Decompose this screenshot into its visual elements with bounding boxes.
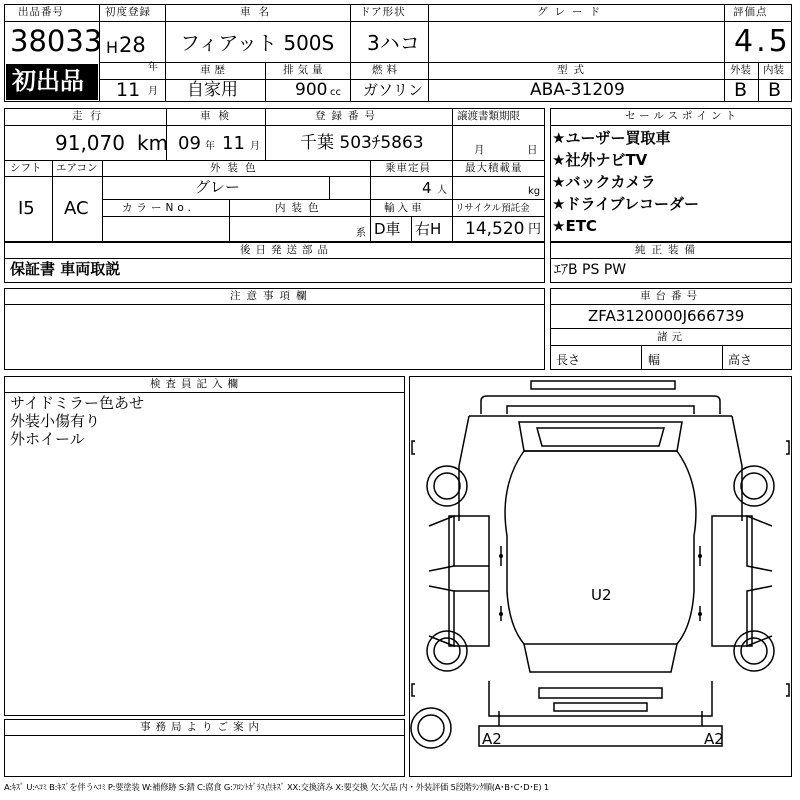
detail-block [4,108,545,242]
door-type: 3ハコ [367,31,420,55]
reg-era: H [106,38,119,57]
import-d: D車 [374,220,401,238]
damage-mark-front-right: A2 [704,730,724,748]
dims-length: 長さ [556,353,581,367]
ac-label: エアコン [56,162,98,174]
disp-label: 排気量 [283,64,327,76]
recycle-value: 14,520 [465,219,525,239]
transfer-label: 譲渡書類期限 [457,110,520,122]
sales-point-item: ★ETC [552,217,597,235]
inspector-label: 検査員記入欄 [150,378,243,390]
dims-width: 幅 [648,353,661,367]
genuine-label: 純正装備 [635,244,701,256]
inspection-month-unit: 月 [250,141,260,152]
inspector-line: 外ホイール [10,430,85,448]
inspection-month: 11 [222,133,245,154]
chassis-label: 車台番号 [640,290,702,302]
inspector-line: サイドミラー色あせ [10,394,144,412]
ext-color-value: グレー [195,178,241,196]
grade-label: グレード [537,6,607,18]
transfer-month: 月 [474,144,486,156]
sales-point-item: ★ドライブレコーダー [552,195,699,213]
disp-value: 900 [295,80,328,100]
office-label: 事務局よりご案内 [140,721,264,733]
legend-text: A:ｷｽﾞ U:ﾍｺﾐ B:ｷｽﾞを伴うﾍｺﾐ P:要塗装 W:補修跡 S:錆 C:腐食 G:ﾌﾛﾝﾄｶﾞﾗｽ点ｷｽﾞ XX:交換済み X:要交換 欠:欠品 内・外装評価 5段階ﾗﾝｸ順(A･B･C･D･E) 1 [4,782,549,792]
int-grade-label: 内装 [763,64,784,76]
capacity-unit: 人 [437,185,447,196]
int-color-label: 内装色 [275,202,325,214]
sales-points-label: セールスポイント [625,110,741,122]
inspection-label: 車検 [200,110,237,122]
model-label: 型式 [557,64,590,76]
genuine-text: ｴｱB PS PW [554,262,627,278]
load-unit: kg [528,186,541,197]
history-label: 車歴 [200,64,229,76]
ext-grade-value: B [734,79,748,101]
car-name: フィアット 500S [180,31,335,55]
transfer-day: 日 [527,144,539,156]
reg-month: 11 [116,79,141,101]
ext-grade-label: 外装 [730,64,751,76]
capacity-label: 乗車定員 [385,162,431,174]
score-value: 4.5 [734,24,791,59]
shift-label: シフト [10,162,42,174]
load-label: 最大積載量 [465,162,523,174]
reg-month-unit: 月 [148,86,158,97]
int-color-unit: 系 [356,228,366,239]
int-grade-value: B [768,79,782,101]
chassis-number: ZFA3120000J666739 [588,307,745,325]
import-steer: 右H [415,220,442,238]
car-diagram [409,376,792,777]
import-label: 輸入車 [384,202,425,214]
later-parts-text: 保証書 車両取説 [10,260,121,278]
sales-point-item: ★バックカメラ [552,173,656,191]
inspection-year: 09 [178,133,201,154]
plate-value: 千葉 503ﾁ5863 [300,133,424,153]
score-label: 評価点 [733,6,768,18]
fuel-label: 燃料 [372,64,401,76]
model-value: ABA-31209 [530,80,625,100]
plate-label: 登録番号 [315,110,381,122]
sales-point-item: ★社外ナビTV [552,151,648,169]
fuel-value: ガソリン [363,81,424,99]
later-parts-label: 後日発送部品 [240,244,333,256]
reg-year-unit: 年 [148,62,158,73]
door-label: ドア形状 [360,6,406,18]
ext-color-label: 外装色 [210,162,263,174]
inspector-line: 外装小傷有り [10,412,101,430]
shift-value: I5 [18,198,35,219]
dims-height: 高さ [728,353,753,367]
capacity-value: 4 [422,179,432,197]
mileage-value: 91,070 [55,131,125,155]
color-no-label: カラーNo. [122,202,195,214]
recycle-unit: 円 [528,222,542,237]
dims-label: 諸元 [657,331,686,343]
lot-no-label: 出品番号 [18,6,64,18]
damage-mark-center: U2 [591,586,612,604]
sales-point-item: ★ユーザー買取車 [552,129,671,147]
damage-mark-front-left: A2 [482,730,502,748]
first-listing-text: 初出品 [12,67,84,95]
ac-value: AC [64,198,89,219]
inspection-year-unit: 年 [205,141,215,152]
notes-label: 注意事項欄 [230,290,313,302]
mileage-label: 走行 [72,110,109,122]
history-value: 自家用 [187,80,238,100]
mileage-unit: km [137,131,169,155]
lot-no: 38033 [10,24,103,58]
disp-unit: cc [330,87,341,98]
car-name-label: 車名 [240,6,277,18]
recycle-label: リサイクル預託金 [455,203,530,214]
first-reg-label: 初度登録 [105,6,151,18]
reg-year: 28 [119,33,146,57]
